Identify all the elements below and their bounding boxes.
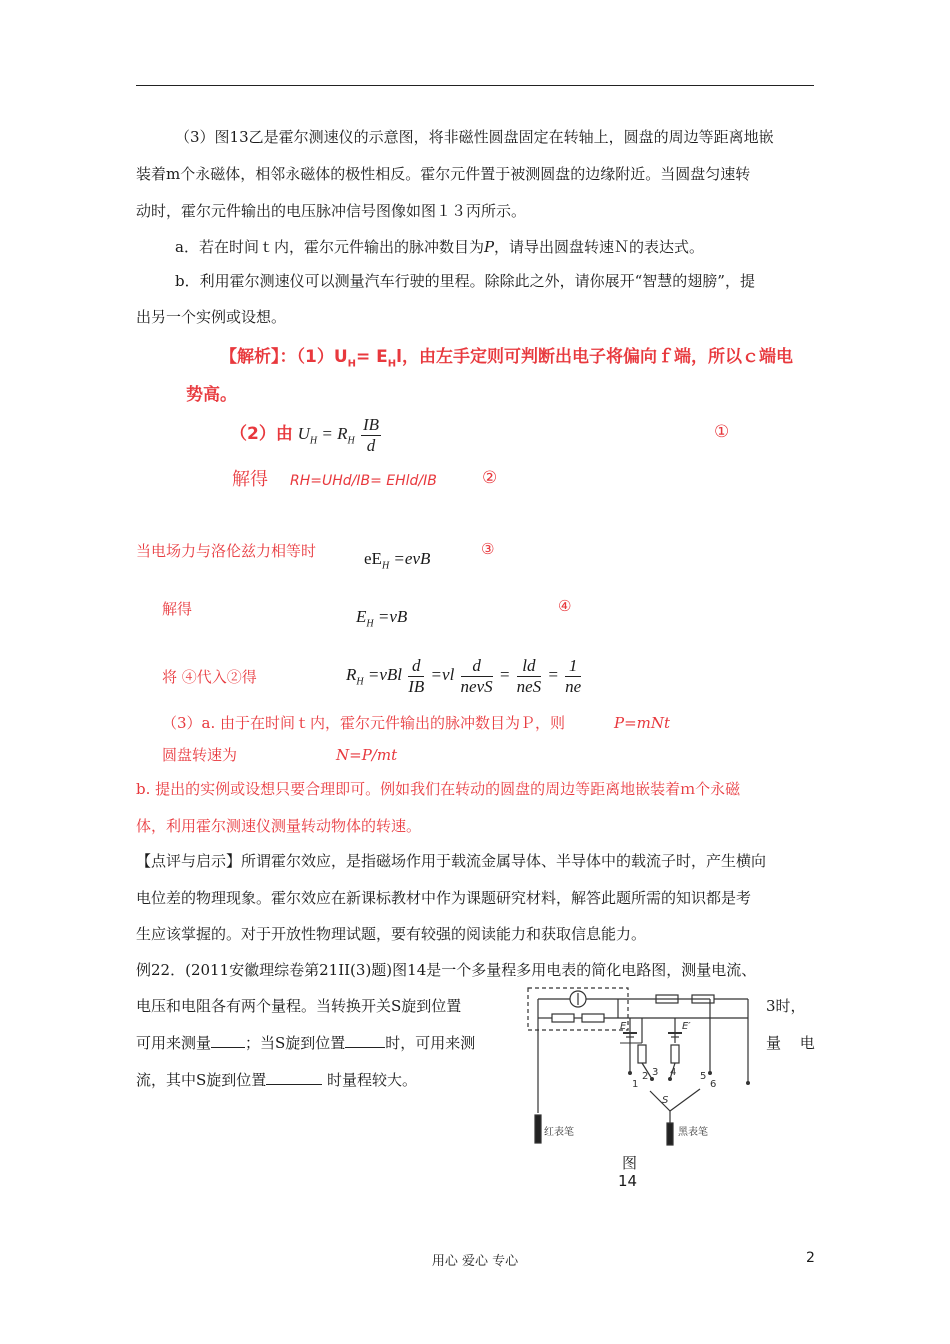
analysis-l1-sub2: H — [387, 358, 397, 370]
comment-line2: 电位差的物理现象。霍尔效应在新课标教材中作为课题研究材料，解答此题所需的知识都是考 — [136, 889, 752, 907]
page-number: 2 — [806, 1250, 815, 1266]
solve2-formula — [356, 606, 407, 635]
line4-a: 流，其中S旋到位置 — [136, 1071, 267, 1089]
pos-5: 5 — [700, 1071, 707, 1082]
a3-text: （3）a. 由于在时间ｔ内，霍尔元件输出的脉冲数目为Ｐ，则 — [162, 714, 566, 732]
substitute-formula — [346, 652, 583, 705]
analysis-l1-c: l，由左手定则可判断出电子将偏向ｆ端，所以ｃ端电 — [396, 347, 793, 367]
step2-eq: = R — [317, 424, 348, 443]
example22-line3-right: 量 电 — [766, 1034, 815, 1052]
frac-2 — [461, 656, 493, 697]
blank-2 — [345, 1032, 385, 1048]
label-e-prime: E′ — [682, 1021, 691, 1032]
frac-4-num: 1 — [565, 656, 581, 677]
a3-expr: P=mNt — [614, 714, 671, 732]
analysis-tag: 【解析】 — [220, 347, 280, 367]
frac-1 — [408, 656, 424, 697]
comment-line3: 生应该掌握的。对于开放性物理试题，要有较强的阅读能力和获取信息能力。 — [136, 925, 647, 943]
q3-part-a — [175, 236, 704, 258]
figure-caption-2: 14 — [618, 1172, 638, 1190]
sub-sub: H — [356, 676, 364, 688]
line3-c: 时，可用来测 — [385, 1034, 476, 1052]
header-rule — [136, 85, 814, 86]
frac-3 — [517, 656, 542, 697]
blank-3 — [266, 1069, 322, 1085]
blank-1 — [211, 1032, 245, 1048]
q3-a-prefix: a．若在时间ｔ内，霍尔元件输出的脉冲数目为 — [175, 238, 484, 256]
variable-resistor-1 — [638, 1045, 646, 1063]
pos-4: 4 — [670, 1067, 677, 1078]
pos-6: 6 — [710, 1079, 717, 1090]
line3-a: 可用来测量 — [136, 1034, 212, 1052]
mark-4: ④ — [558, 597, 572, 615]
step2-fraction — [361, 415, 381, 456]
switch-label: S — [662, 1095, 669, 1106]
frac-2-den: nevS — [460, 676, 493, 696]
analysis-l1-a: ：（1）U — [279, 347, 348, 367]
resistor-r1 — [552, 1014, 574, 1022]
solve-expr: RH=UHd/IB= EHld/IB — [290, 473, 437, 489]
mark-3: ③ — [481, 540, 495, 558]
frac-3-den: neS — [516, 676, 542, 696]
black-probe-icon — [667, 1123, 673, 1145]
example22-line3 — [136, 1032, 475, 1054]
frac-3-num: ld — [517, 656, 542, 677]
step2-sub2: H — [347, 435, 355, 447]
force-sub: H — [381, 560, 390, 572]
frac-1-num: d — [408, 656, 424, 677]
force-label: 当电场力与洛伦兹力相等时 — [136, 542, 317, 560]
step2-sub: H — [309, 435, 318, 447]
solve-label: 解得 — [232, 469, 268, 490]
force-lhs: eE — [364, 549, 382, 568]
force-rhs: =evB — [389, 549, 431, 568]
analysis-solve — [232, 467, 268, 493]
example22-line2: 电压和电阻各有两个量程。当转换开关S旋到位置 — [136, 997, 462, 1015]
pos-2: 2 — [642, 1071, 649, 1082]
solve2-sub: H — [366, 618, 374, 630]
pos-3: 3 — [652, 1067, 659, 1078]
comment-line1: 【点评与启示】所谓霍尔效应，是指磁场作用于载流金属导体、半导体中的载流子时，产生横向 — [136, 852, 767, 870]
q3-a-var: P — [483, 238, 495, 256]
circuit-diagram — [520, 983, 760, 1153]
sub-lhs: R — [346, 665, 357, 684]
sub-eq2: =vl — [426, 665, 455, 684]
step2-num: IB — [362, 414, 380, 434]
sub-eq1: =vBl — [363, 665, 402, 684]
mark-1: ① — [714, 422, 730, 442]
footer-text: 用心 爱心 专心 — [431, 1254, 519, 1269]
force-formula — [364, 548, 430, 577]
q3-line2: 装着m个永磁体，相邻永磁体的极性相反。霍尔元件置于被测圆盘的边缘附近。当圆盘匀速转 — [136, 165, 751, 183]
step2-lhs: U — [297, 424, 310, 443]
speed-label: 圆盘转速为 — [162, 746, 238, 764]
q3-part-b-line2: 出另一个实例或设想。 — [136, 308, 287, 326]
q3-line1: （3）图13乙是霍尔测速仪的示意图，将非磁性圆盘固定在转轴上，圆盘的周边等距离地嵌 — [175, 128, 774, 146]
sub-eq3: = — [494, 665, 511, 684]
b3-line1: b. 提出的实例或设想只要合理即可。例如我们在转动的圆盘的周边等距离地嵌装着ｍ个永磁 — [136, 780, 741, 798]
analysis-l1-b: = E — [356, 347, 388, 367]
substitute-label: 将 ④代入②得 — [162, 668, 257, 686]
figure-caption-1: 图 — [622, 1154, 638, 1172]
example22-line4 — [136, 1069, 417, 1091]
step2-den: d — [366, 435, 376, 455]
line3-b: ；当S旋到位置 — [245, 1034, 346, 1052]
line4-b: 时量程较大。 — [322, 1071, 418, 1089]
step2-label: （2）由 — [230, 424, 293, 444]
solve2-rhs: =vB — [373, 607, 408, 626]
q3-part-b-line1: b．利用霍尔测速仪可以测量汽车行驶的里程。除除此之外，请你展开“智慧的翅膀”，提 — [175, 272, 755, 290]
pos-1: 1 — [632, 1079, 639, 1090]
analysis-l1-sub: H — [347, 358, 357, 370]
speed-expr: N=P/mt — [336, 746, 398, 764]
resistor-r2 — [582, 1014, 604, 1022]
example22-line2-right: 3时， — [766, 997, 806, 1015]
q3-a-suffix: ，请导出圆盘转速Ｎ的表达式。 — [494, 238, 705, 256]
step2-formula — [297, 414, 383, 455]
analysis-line1 — [220, 344, 793, 377]
sub-eq4: = — [543, 665, 559, 684]
frac-4-den: ne — [565, 676, 582, 696]
solve2-label: 解得 — [162, 600, 193, 618]
red-probe-label: 红表笔 — [544, 1127, 574, 1138]
label-e: E — [620, 1021, 627, 1032]
b3-line2: 体，利用霍尔测速仪测量转动物体的转速。 — [136, 817, 422, 835]
frac-1-den: IB — [408, 676, 425, 696]
frac-2-num: d — [461, 656, 493, 677]
solve2-lhs: E — [356, 607, 367, 626]
mark-2: ② — [482, 468, 498, 488]
q3-line3: 动时，霍尔元件输出的电压脉冲信号图像如图１３丙所示。 — [136, 202, 527, 220]
analysis-step2 — [230, 412, 383, 463]
variable-resistor-2 — [671, 1045, 679, 1063]
black-probe-label: 黑表笔 — [678, 1127, 708, 1138]
red-probe-icon — [535, 1115, 541, 1143]
analysis-line2: 势高。 — [186, 385, 237, 405]
example22-line1: 例22．(2011安徽理综卷第21II(3)题)图14是一个多量程多用电表的简化电路图，测量电流、 — [136, 961, 757, 979]
frac-4 — [565, 656, 581, 697]
